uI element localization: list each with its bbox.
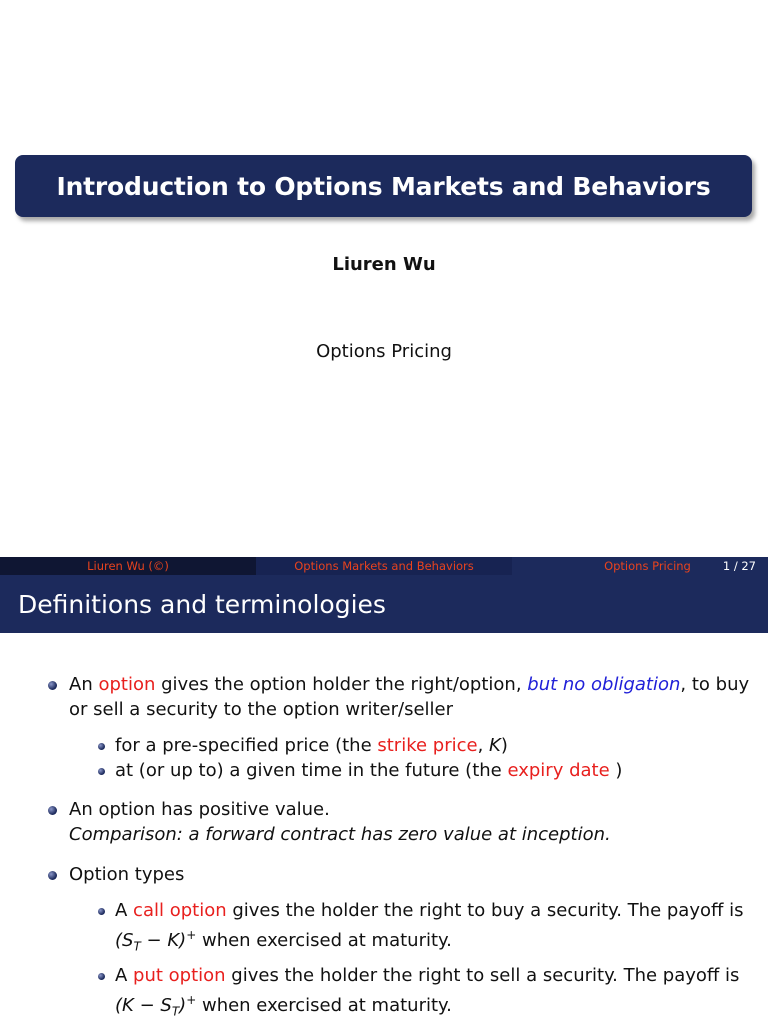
math-k: K (489, 735, 501, 756)
bullet-line (115, 898, 755, 923)
bullet-line (115, 923, 755, 960)
slide-footer (0, 557, 768, 575)
footer-institute-text: Options Pricing (604, 559, 691, 573)
term-option: option (98, 674, 156, 695)
bullet-icon (48, 681, 57, 690)
text: for a pre-specified price (the (115, 735, 378, 756)
bullet-icon (98, 908, 105, 915)
list-item (115, 733, 755, 758)
bullet-line (69, 672, 759, 697)
bullet-line (115, 988, 755, 1025)
text: at (or up to) a given time in the future (the (115, 760, 508, 781)
bullet-icon (98, 768, 105, 775)
text: when exercised at maturity. (196, 930, 452, 951)
term-put-option: put option (133, 965, 226, 986)
text: gives the option holder the right/option, (155, 674, 528, 695)
text: , (477, 735, 490, 756)
page-number: 1 / 27 (722, 559, 756, 573)
list-item (115, 758, 755, 783)
bullet-icon (48, 806, 57, 815)
text: when exercised at maturity. (196, 995, 452, 1016)
institute-name: Options Pricing (316, 341, 452, 362)
text: gives the holder the right to buy a security. The payoff is (226, 900, 744, 921)
footer-author-text: Liuren Wu (©) (87, 559, 169, 573)
bullet-icon (98, 743, 105, 750)
comparison-note: Comparison: a forward contract has zero value at inception. (69, 824, 611, 845)
emphasis-text: but no obligation (527, 674, 681, 695)
frame-title-bar (0, 575, 768, 633)
footer-institute (512, 557, 768, 575)
text: A (115, 900, 134, 921)
bullet-icon (98, 973, 105, 980)
bullet-line: or sell a security to the option writer/seller (69, 699, 453, 720)
text: ) (609, 760, 623, 781)
text: ) (500, 735, 508, 756)
author-name: Liuren Wu (332, 254, 436, 275)
presentation-title: Introduction to Options Markets and Behaviors (56, 171, 711, 201)
list-item (115, 898, 755, 960)
put-payoff-formula: $(K - S_T)^+$ (115, 993, 197, 1019)
bullet-line: An option has positive value. (69, 799, 330, 820)
title-box (15, 155, 752, 217)
footer-title-text: Options Markets and Behaviors (294, 559, 474, 573)
term-call-option: call option (133, 900, 227, 921)
bullet-line: Option types (69, 864, 185, 885)
footer-author (0, 557, 256, 575)
list-item (69, 797, 759, 847)
list-item (69, 672, 759, 722)
call-payoff-formula: $(S_T - K)^+$ (115, 928, 197, 954)
text: An (69, 674, 99, 695)
frame-title: Definitions and terminologies (18, 589, 386, 619)
list-item (115, 963, 755, 1025)
list-item (69, 862, 759, 887)
bullet-line (115, 963, 755, 988)
term-strike-price: strike price (377, 735, 478, 756)
footer-title (256, 557, 512, 575)
bullet-icon (48, 871, 57, 880)
text: gives the holder the right to sell a security. The payoff is (225, 965, 740, 986)
text: A (115, 965, 134, 986)
text: , to buy (680, 674, 750, 695)
term-expiry-date: expiry date (507, 760, 610, 781)
